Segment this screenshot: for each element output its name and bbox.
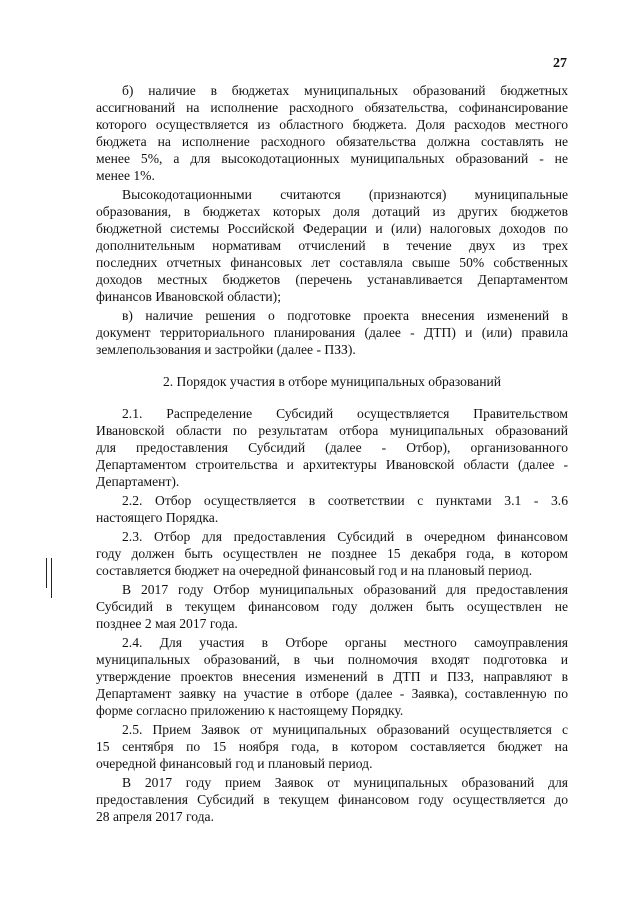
text-line: предоставления Субсидий в текущем финансовом году осуществляется до (96, 792, 568, 807)
text-line: очередной финансовый год и плановый период. (96, 756, 373, 771)
text-line: Высокодотационными считаются (признаются) муниципальные (122, 187, 568, 202)
text-line: составляется бюджет на очередной финансовый год и на плановый период. (96, 563, 533, 578)
text-line: бюджетной системы Российской Федерации и (или) налоговых доходов по (96, 221, 568, 236)
text-line: доходов местных бюджетов (перечень устанавливается Департаментом (96, 272, 568, 287)
text-line: форме согласно приложению к настоящему Порядку. (96, 703, 404, 718)
text-line: для предоставления Субсидий (далее - Отбор), организованного (96, 440, 568, 455)
text-line: 2.4. Для участия в Отборе органы местного самоуправления (122, 635, 568, 650)
text-line: в) наличие решения о подготовке проекта внесения изменений в (122, 308, 568, 323)
text-line: б) наличие в бюджетах муниципальных образований бюджетных (122, 83, 568, 98)
text-line: настоящего Порядка. (96, 510, 219, 525)
text-line: землепользования и застройки (далее - ПЗЗ). (96, 342, 356, 357)
margin-mark (51, 558, 52, 598)
section-heading: 2. Порядок участия в отборе муниципальных образований (162, 374, 502, 389)
text-line: В 2017 году Отбор муниципальных образований для предоставления (122, 582, 568, 597)
text-line: документ территориального планирования (далее - ДТП) и (или) правила (96, 325, 568, 340)
text-line: Департаментом строительства и архитектуры Ивановской области (далее - (96, 457, 568, 472)
text-line: последних отчетных финансовых лет составляла свыше 50% собственных (96, 255, 568, 270)
page-number: 27 (553, 56, 567, 71)
text-line: Департамент). (96, 474, 180, 489)
text-line: утверждение проектов внесения изменений в ДТП и ПЗЗ, направляют в (96, 669, 568, 684)
text-line: году должен быть осуществлен не позднее 15 декабря года, в котором (96, 546, 568, 561)
text-line: 15 сентября по 15 ноября года, в котором составляется бюджет на (96, 739, 568, 754)
text-line: Ивановской области по результатам отбора муниципальных образований (96, 423, 568, 438)
text-line: позднее 2 мая 2017 года. (96, 616, 238, 631)
text-line: 2.5. Прием Заявок от муниципальных образований осуществляется с (122, 722, 568, 737)
text-line: Департамент заявку на участие в отборе (далее - Заявка), составленную по (96, 686, 568, 701)
text-line: 28 апреля 2017 года. (96, 809, 214, 824)
text-line: менее 1%. (96, 168, 155, 183)
text-line: ассигнований на исполнение расходного обязательства, софинансирование (96, 100, 568, 115)
text-line: образования, в бюджетах которых доля дотаций из других бюджетов (96, 204, 568, 219)
text-line: финансов Ивановской области); (96, 289, 281, 304)
margin-mark (46, 558, 47, 588)
text-line: Субсидий в текущем финансовом году должен быть осуществлен не (96, 599, 568, 614)
text-line: В 2017 году прием Заявок от муниципальных образований для (122, 775, 568, 790)
text-line: 2.3. Отбор для предоставления Субсидий в очередном финансовом (122, 529, 568, 544)
text-line: 2.2. Отбор осуществляется в соответствии с пунктами 3.1 - 3.6 (122, 493, 568, 508)
text-line: менее 5%, а для высокодотационных муниципальных образований - не (96, 151, 568, 166)
text-line: муниципальных образований, в чьи полномочия входят подготовка и (96, 652, 568, 667)
text-line: которого осуществляется из областного бюджета. Доля расходов местного (96, 117, 568, 132)
text-line: бюджета на исполнение расходного обязательства должна составлять не (96, 134, 568, 149)
text-line: дополнительным нормативам отчислений в течение двух из трех (96, 238, 568, 253)
text-line: 2.1. Распределение Субсидий осуществляется Правительством (122, 406, 568, 421)
